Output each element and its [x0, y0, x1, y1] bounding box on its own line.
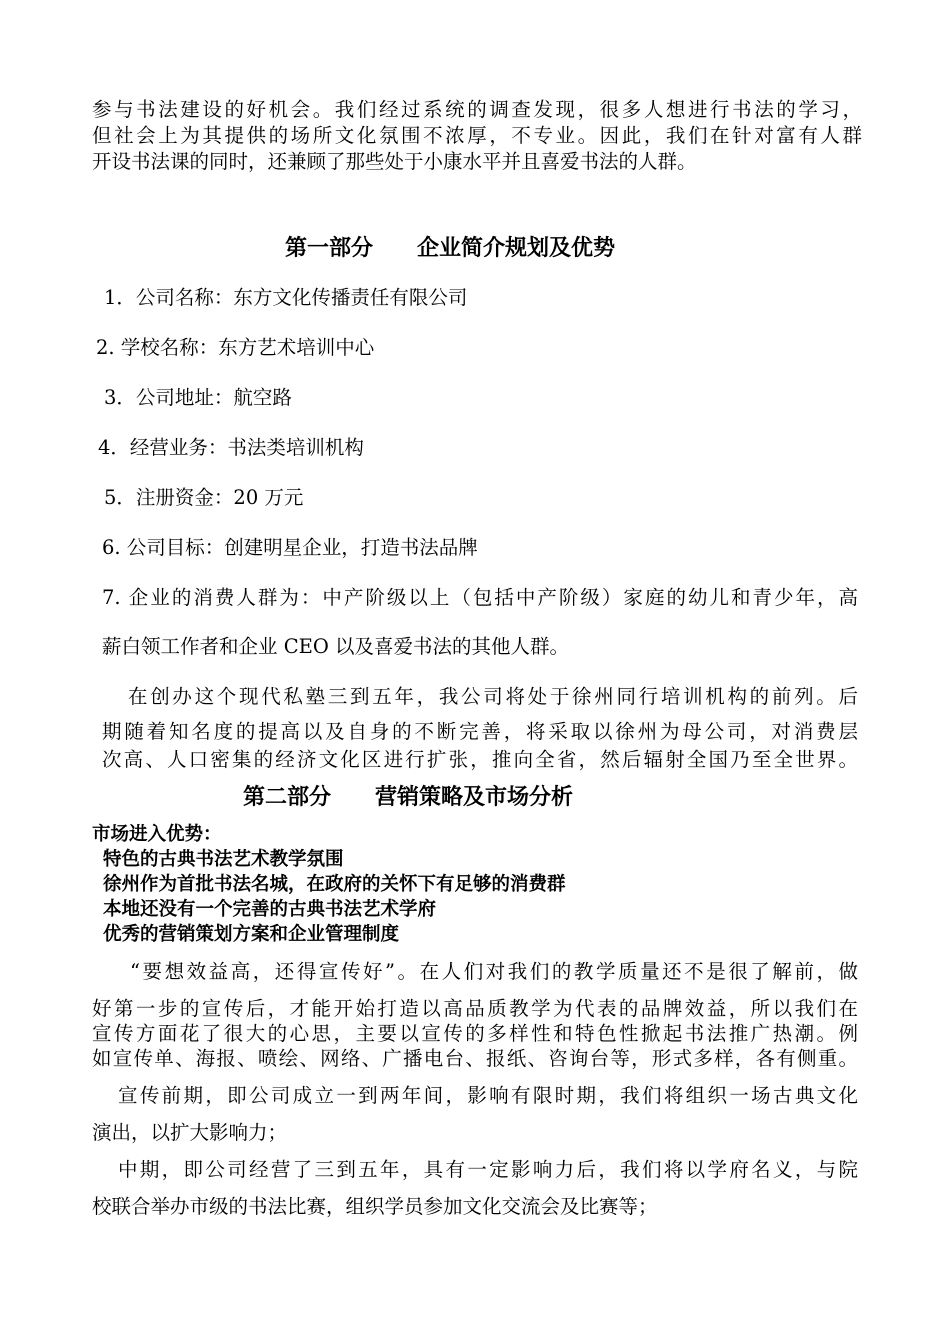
paragraph-line: 如宣传单、海报、喷绘、网络、广播电台、报纸、咨询台等，形式多样，各有侧重。 — [92, 1047, 858, 1070]
paragraph-line: 演出，以扩大影响力； — [92, 1121, 288, 1144]
paragraph-line: “要想效益高，还得宣传好”。在人们对我们的教学质量还不是很了解前，做 — [130, 960, 858, 983]
intro-line: 参与书法建设的好机会。我们经过系统的调查发现，很多人想进行书法的学习， — [92, 98, 862, 121]
intro-line: 开设书法课的同时，还兼顾了那些处于小康水平并且喜爱书法的人群。 — [92, 150, 697, 173]
advantage-item: 本地还没有一个完善的古典书法艺术学府 — [103, 899, 437, 920]
list-item: 7. 企业的消费人群为：中产阶级以上（包括中产阶级）家庭的幼儿和青少年，高 — [102, 586, 858, 609]
list-item: 1．公司名称：东方文化传播责任有限公司 — [104, 286, 468, 309]
intro-line: 但社会上为其提供的场所文化氛围不浓厚，不专业。因此，我们在针对富有人群 — [92, 124, 862, 147]
list-item: 6. 公司目标：创建明星企业，打造书法品牌 — [102, 536, 478, 559]
paragraph-line: 中期，即公司经营了三到五年，具有一定影响力后，我们将以学府名义，与院 — [118, 1158, 858, 1181]
list-item: 5．注册资金：20 万元 — [104, 486, 304, 509]
section-heading-part2: 第二部分 营销策略及市场分析 — [243, 785, 574, 810]
list-item: 2. 学校名称：东方艺术培训中心 — [96, 336, 375, 359]
list-item: 4．经营业务：书法类培训机构 — [98, 436, 364, 459]
advantage-item: 特色的古典书法艺术教学氛围 — [103, 849, 344, 870]
paragraph-line: 好第一步的宣传后，才能开始打造以高品质教学为代表的品牌效益，所以我们在 — [92, 997, 858, 1020]
paragraph-line: 宣传方面花了很大的心思，主要以宣传的多样性和特色性掀起书法推广热潮。例 — [92, 1022, 858, 1045]
paragraph-line: 宣传前期，即公司成立一到两年间，影响有限时期，我们将组织一场古典文化 — [118, 1084, 858, 1107]
section-heading-part1: 第一部分 企业简介规划及优势 — [285, 236, 616, 261]
list-item: 3．公司地址：航空路 — [104, 386, 292, 409]
paragraph-line: 次高、人口密集的经济文化区进行扩张，推向全省，然后辐射全国乃至全世界。 — [102, 748, 858, 771]
advantage-item: 优秀的营销策划方案和企业管理制度 — [103, 924, 400, 945]
list-item: 薪白领工作者和企业 CEO 以及喜爱书法的其他人群。 — [102, 635, 570, 658]
paragraph-line: 校联合举办市级的书法比赛，组织学员参加文化交流会及比赛等； — [92, 1195, 658, 1218]
advantage-item: 徐州作为首批书法名城，在政府的关怀下有足够的消费群 — [103, 874, 566, 895]
paragraph-line: 期随着知名度的提高以及自身的不断完善，将采取以徐州为母公司，对消费层 — [102, 720, 858, 743]
paragraph-line: 在创办这个现代私塾三到五年，我公司将处于徐州同行培训机构的前列。后 — [128, 685, 858, 708]
advantages-label: 市场进入优势： — [92, 824, 222, 845]
